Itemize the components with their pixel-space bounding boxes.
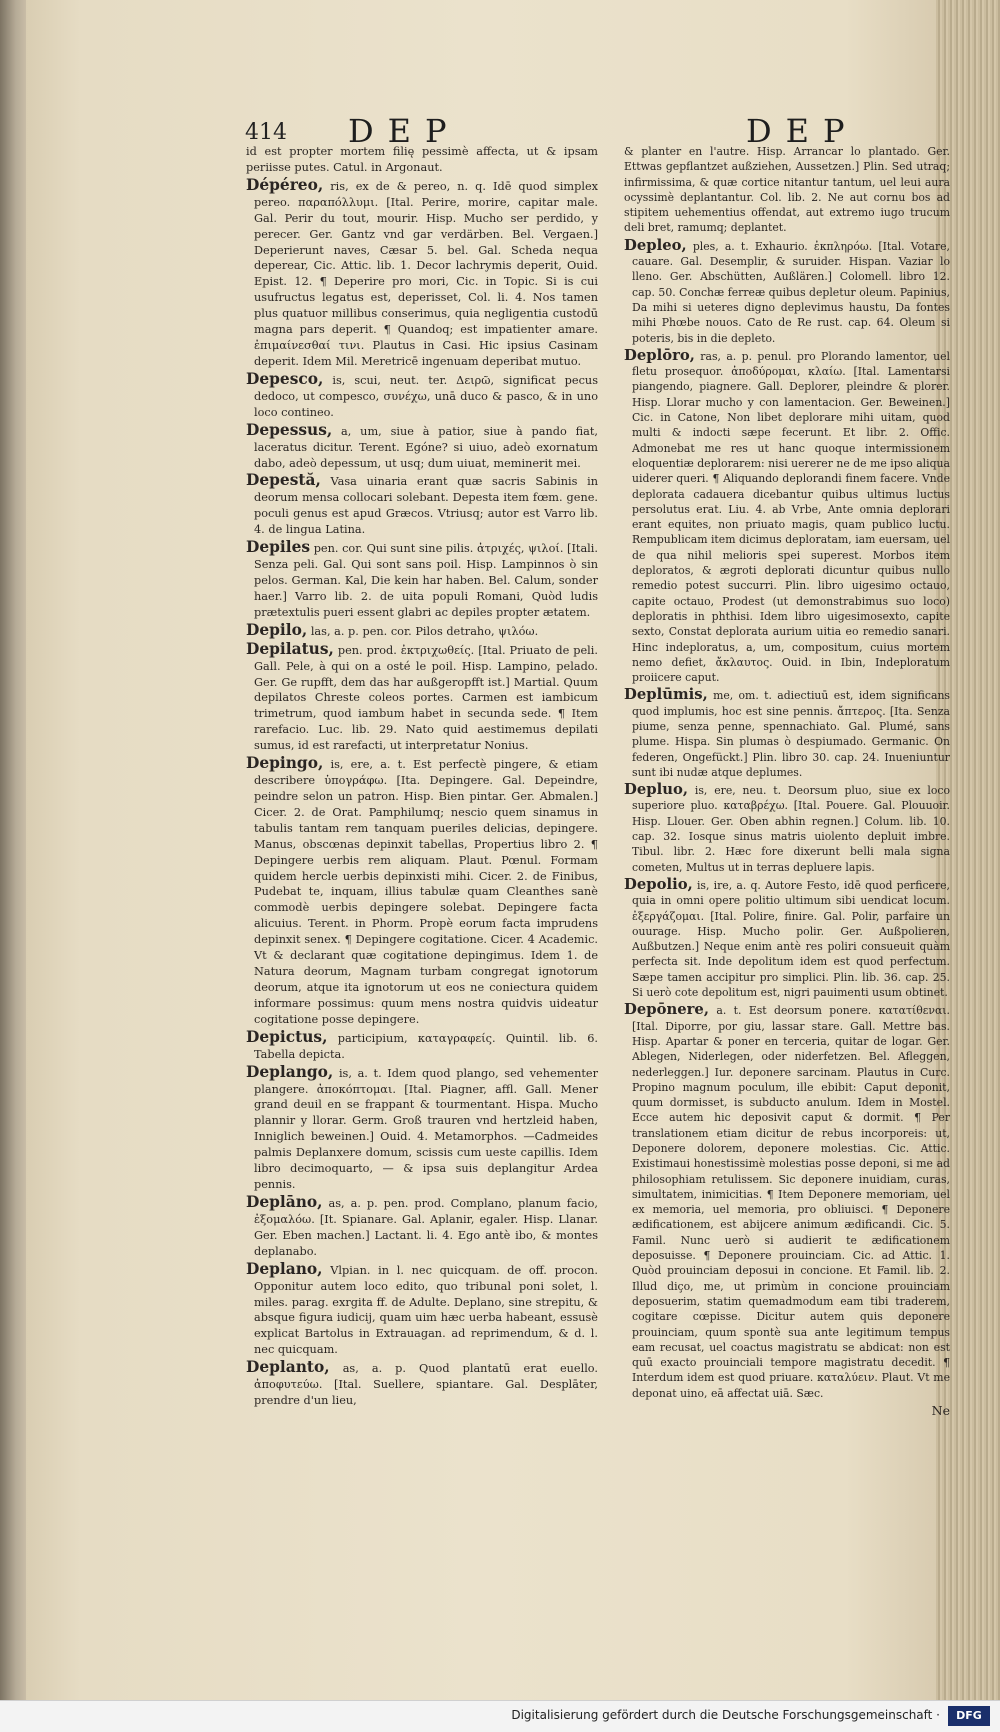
entry-headword: Depictus, <box>246 1027 328 1046</box>
dictionary-entry <box>246 1360 598 1409</box>
dictionary-entry <box>624 144 950 236</box>
entry-headword: Deplango, <box>246 1062 334 1081</box>
dictionary-entry <box>246 620 598 640</box>
entry-text: ras, a. p. penul. pro Plorando lamentor, uel fletu prosequor. ἀποδύρομαι, κλαίω. [Ital. Lamentarsi piangendo, piagnere. Gall. Deplorer, pleindre & plorer. Hisp. Llorar mucho y con lamentacion. Ger. Beweinen.] Cic. in Catone, Non libet deplorare mihi uitam, quod multi & indocti sæpe fecerunt. Et libr. 2. Offic. Admonebat me res ut hanc quoque intermissionem eloquentiæ deplorarem: nisi uererer ne de me ipso aliqua uiderer queri. ¶ Aliquando deplorandi finem facere. Vnde deplorata cadauera dicebantur quibus ultimus luctus persolutus erat. Liu. 4. ab Vrbe, Ante omnia deplorari erant equites, non priuato magis, quam publico luctu. Rempublicam item dicimus deploratam, iam euersam, uel de qua nihil melioris spei superest. Morbos item deploratos, & ægroti deplorati dicuntur quibus nullo remedio potest succurri. Plin. libro uigesimo octauo, capite octauo, Prodest (ut demonstrabimus suo loco) deploratis in phthisi. Idem libro uigesimosexto, capite sexto, Constat deplorata aurium uitia eo remedio sanari. Hinc indeploratus, a, um, compositum, cuius mortem nemo defiet, ἄκλαυτος. Ouid. in Ibin, Indeploratum proiicere caput. <box>632 349 950 685</box>
entry-headword: Deplano, <box>246 1259 323 1278</box>
dictionary-entry <box>246 756 598 1028</box>
entry-text: is, scui, neut. ter. Δειρῶ, significat pecus dedoco, ut compesco, συνέχω, unā duco & pasco, & in uno loco contineo. <box>254 373 598 419</box>
dictionary-entry <box>624 877 950 1000</box>
footer-bar <box>0 1700 1000 1732</box>
entry-headword: Depluo, <box>624 781 688 799</box>
entry-text: as, a. p. pen. prod. Complano, planum facio, ἐξομαλόω. [It. Spianare. Gal. Aplanir, egaler. Hisp. Llanar. Ger. Eben machen.] Lactant. li. 4. Ego antè ibo, & montes deplanabo. <box>254 1197 599 1258</box>
entry-text: as, a. p. Quod plantatū erat euello. ἀποφυτεύω. [Ital. Suellere, spiantare. Gal. Desplāter, prendre d'un lieu, <box>254 1362 599 1408</box>
entry-headword: Deplūmis, <box>624 686 708 704</box>
right-column <box>624 144 950 1418</box>
entry-headword: Depestă, <box>246 471 321 490</box>
entry-headword: Deplanto, <box>246 1358 330 1377</box>
entry-text: id est propter mortem filię pessimè affecta, ut & ipsam periisse putes. Catul. in Argonaut. <box>246 145 598 174</box>
entry-headword: Depesco, <box>246 369 324 388</box>
dictionary-entry <box>624 1002 950 1401</box>
dictionary-entry <box>624 238 950 346</box>
entry-headword: Depiles <box>246 538 311 557</box>
running-head-right: DEP <box>746 112 859 150</box>
catchword: Ne <box>931 1403 950 1419</box>
dictionary-entry <box>246 639 598 754</box>
entry-headword: Depolio, <box>624 875 693 893</box>
dictionary-entry <box>246 540 598 621</box>
entry-text: me, om. t. adiectiuū est, idem significans quod implumis, hoc est sine pennis. ἄπτερος. [Ita. Senza piume, senza penne, spennachiato. Gal. Plumé, sans plume. Hispa. Sin plumas ò despiumado. Germanic. On federen, Ongefückt.] Plin. libro 30. cap. 24. Inueniuntur sunt ibi nudæ atque deplumes. <box>632 689 950 779</box>
dictionary-entry <box>246 1027 599 1063</box>
entry-text: a, um, siue à patior, siue à pando fiat, laceratus dicitur. Terent. Egóne? si uiuo, adeò exornatum dabo, adeò depessum, ut usq; dum uiuat, meminerit mei. <box>254 424 598 470</box>
dictionary-entry <box>246 1062 598 1193</box>
entry-headword: Depingo, <box>246 754 324 773</box>
page-number: 414 <box>245 120 287 145</box>
footer-credit: Digitalisierung gefördert durch die Deutsche Forschungsgemeinschaft · <box>511 1708 940 1722</box>
entry-headword: Dépéreo, <box>246 175 324 194</box>
entry-text: is, ire, a. q. Autore Festo, idē quod perficere, quia in omni opere politio ultimum sibi uendicat locum. ἐξεργάζομαι. [Ital. Polire, finire. Gal. Polir, parfaire un ouurage. Hisp. Mucho polir. Ger. Außpolieren, Außbutzen.] Neque enim antè res poliri consueuit quàm perfecta sit. Inde depolitum idem est quod perfectum. Sæpe tamen accipitur pro simplici. Plin. lib. 36. cap. 25. Si uerò cote depolitum est, nigri pauimenti usum obtinet. <box>632 878 950 1000</box>
entry-text: ris, ex de & pereo, n. q. Idē quod simplex pereo. παραπόλλυμι. [Ital. Perire, morire, capitar male. Gal. Perir du tout, mourir. Hisp. Mucho ser perdido, y perecer. Ger. Gantz vnd gar verdärben. Bel. Vergaen.] Deperierunt naves, Cæsar 5. bel. Gal. Scheda nequa deperear, Cic. Attic. lib. 1. Decor lachrymis deperit, Ouid. Epist. 12. ¶ Deperire pro mori, Cic. in Topic. Si is cui usufructus legatus est, deperisset, Col. li. 4. Nos tamen plus quatuor millibus conserimus, quia negligentia custodū magna pars deperit. ¶ Quandoq; est impatienter amare. ἐπιμαίνεσθαί τινι. Plautus in Casi. Hic ipsius Casinam deperit. Idem Mil. Meretricē ingenuam deperibat mutuo. <box>254 179 599 368</box>
dictionary-entry <box>624 348 950 686</box>
entry-headword: Deplōro, <box>624 346 695 364</box>
scan-background-left <box>0 0 26 1731</box>
entry-text: & planter en l'autre. Hisp. Arrancar lo plantado. Ger. Ettwas gepflantzet außziehen, Aussetzen.] Plin. Sed utraq; infirmissima, & quæ cortice nitantur tantum, uel leui aura ocyssimè deplantantur. Col. lib. 2. Ne aut cornu bos ad stipitem uehementius offendat, aut extremo iugo trucum deli bret, ramumq; deplantet. <box>624 145 950 235</box>
entry-text: Vasa uinaria erant quæ sacris Sabinis in deorum mensa collocari solebant. Depesta item fœm. gene. poculi genus est apud Græcos. Vtriusq; autor est Varro lib. 4. de lingua Latina. <box>254 475 598 537</box>
entry-text: ples, a. t. Exhaurio. ἐκπληρόω. [Ital. Votare, cauare. Gal. Desemplir, & suruider. Hispan. Vaziar lo lleno. Ger. Abschütten, Außlären.] Colomell. libro 12. cap. 50. Conchæ ferreæ quibus depletur oleum. Papinius, Da mihi si ueteres digno deplevimus haustu, Da fontes mihi Phœbe nouos. Cato de Re rust. cap. 64. Oleum si poteris, bis in die depleto. <box>632 239 950 345</box>
dfg-logo: DFG <box>948 1706 990 1726</box>
left-column <box>246 144 598 1411</box>
dictionary-entry <box>246 144 598 176</box>
entry-text: las, a. p. pen. cor. Pilos detraho, ψιλόω. <box>310 624 539 638</box>
dictionary-entry <box>624 687 950 780</box>
entry-text: pen. prod. ἐκτριχωθείς. [Ital. Priuato de peli. Gall. Pele, à qui on a osté le poil. Hisp. Lampino, pelado. Ger. Ge rupfft, dem das har außgeropfft ist.] Martial. Quum depilatos Chreste coleos portes. Carmen est iambicum trimetrum, quod iambum habet in secunda sede. ¶ Item rarefacio. Luc. lib. 29. Nato quid aestimemus depilati sumus, id est rarefacti, ut interpretatur Nonius. <box>254 643 598 753</box>
entry-text: is, ere, a. t. Est perfectè pingere, & etiam describere ὑπογράφω. [Ita. Depingere. Gal. Depeindre, peindre selon un patron. Hisp. Bien pintar. Ger. Abmalen.] Cicer. 2. de Orat. Pamphilumq; nescio quem sinamus in tabulis tantam rem tanquam pueriles delicias, depingere. Manus, obscœnas depinxit tabellas, Propertius libro 2. ¶ Depingere uerbis rem aliquam. Plaut. Pœnul. Formam quidem hercle uerbis depinxisti mihi. Cicer. 2. de Finibus, Pudebat te, inquam, illius tabulæ quam Cleanthes sanè commodè uerbis depingere solebat. Depingere facta alicuius. Terent. in Phorm. Propè eorum facta imprudens depinxit senex. ¶ Depingere cogitatione. Cicer. 4 Academic. Vt & declarant quæ cogitatione depingimus. Idem 1. de Natura deorum, Magnam turbam congregat ignotorum deorum, atque ita ignotorum ut eos ne coniectura quidem informare possimus: quum mens nostra quidvis uideatur cogitatione posse depingere. <box>254 758 598 1026</box>
dictionary-entry <box>246 175 599 370</box>
entry-text: participium, καταγραφείς. Quintil. lib. 6. Tabella depicta. <box>254 1031 599 1061</box>
running-head-left: DEP <box>348 112 461 150</box>
entry-text: a. t. Est deorsum ponere. κατατίθεναι. [Ital. Diporre, por giu, lassar stare. Gall. Mettre bas. Hisp. Apartar & poner en terceria, quitar de logar. Ger. Ablegen, Niderlegen, oder niderfetzen. Bel. Afleggen, nederleggen.] Iur. deponere sarcinam. Plautus in Curc. Propino magnum poculum, ille ebibit: Caput deponit, quum dormisset, is subducto anulum. Idem in Mostel. Ecce autem hic deposivit caput & dormit. ¶ Per translationem etiam dicitur de rebus incorporeis: ut, Deponere dolorem, deponere molestias. Cic. Attic. Existimaui honestissimè molestias posse deponi, si me ad philosophiam retulissem. Sic deponere inuidiam, curas, simultatem, inimicitias. ¶ Item Deponere memoriam, uel ex memoria, uel memoria, pro obliuisci. ¶ Deponere ædificationem, est abijcere animum ædificandi. Cic. 5. Famil. Nunc uerò si audierit te ædificationem deposuisse. ¶ Deponere prouinciam. Cic. ad Attic. 1. Quòd prouinciam deposui in concione. Et Famil. lib. 2. Illud diço, me, ut primùm in concione prouinciam deposuerim, statim quemadmodum eam tibi traderem, cogitare cœpisse. Dicitur autem quis deponere prouinciam, quum spontè sua ante legitimum tempus eam recusat, uel coactus magistratu se abdicat: non est quū exacto prouinciali tempore magistratu decedit. ¶ Interdum idem est quod priuare. καταλύειν. Plaut. Vt me deponat uino, eā affectat uiā. Sæc. <box>632 1004 951 1400</box>
entry-headword: Depleo, <box>624 236 687 254</box>
entry-headword: Depōnere, <box>624 1001 709 1019</box>
dictionary-entry <box>246 369 598 421</box>
dictionary-entry <box>624 782 950 875</box>
entry-text: is, a. t. Idem quod plango, sed vehementer plangere. ἀποκόπτομαι. [Ital. Piagner, affl. Gall. Mener grand deuil en se frappant & tourmentant. Hispa. Mucho plannir y llorar. Germ. Groß trauren vnd hertzleid haben, Inniglich beweinen.] Ouid. 4. Metamorphos. —Cadmeides palmis Deplanxere domum, scissis cum ueste capillis. Idem libro decimoquarto, — & ipsa suis deplangitur Ardea pennis. <box>254 1066 598 1192</box>
entry-headword: Depilatus, <box>246 639 334 658</box>
dictionary-entry <box>246 473 598 538</box>
entry-headword: Depessus, <box>246 420 333 439</box>
entry-text: is, ere, neu. t. Deorsum pluo, siue ex loco superiore pluo. καταβρέχω. [Ital. Pouere. Gal. Plouuoir. Hisp. Llouer. Ger. Oben abhin regnen.] Colum. lib. 10. cap. 32. Iosque sinus matris uiolento depluit imbre. Tibul. libr. 2. Hæc fore dixerunt belli mala signa cometen, Multus ut in terras depluere lapis. <box>632 784 950 874</box>
entry-text: pen. cor. Qui sunt sine pilis. ἀτριχές, ψιλοί. [Itali. Senza peli. Gal. Qui sont sans poil. Hisp. Lampinnos ò sin pelos. German. Kal, Die kein har haben. Bel. Calum, sonder haer.] Varro lib. 2. de uita populi Romani, Quòd ludis prætextulis pueri essent glabri ac depiles propter ætatem. <box>254 542 598 619</box>
entry-text: Vlpian. in l. nec quicquam. de off. procon. Opponitur autem loco edito, quo tribunal poni solet, l. miles. parag. exrgita ff. de Adulte. Deplano, sine strepitu, & absque figura iudicij, quam uim hæc uerba habeant, essusè explicat Bartolus in Extrauagan. ad reprimendum, & d. l. nec quicquam. <box>254 1263 598 1357</box>
dictionary-entry <box>246 1259 598 1359</box>
entry-headword: Depilo, <box>246 620 308 639</box>
dictionary-entry <box>246 1195 598 1260</box>
entry-headword: Deplāno, <box>246 1193 323 1211</box>
dictionary-entry <box>246 420 598 472</box>
